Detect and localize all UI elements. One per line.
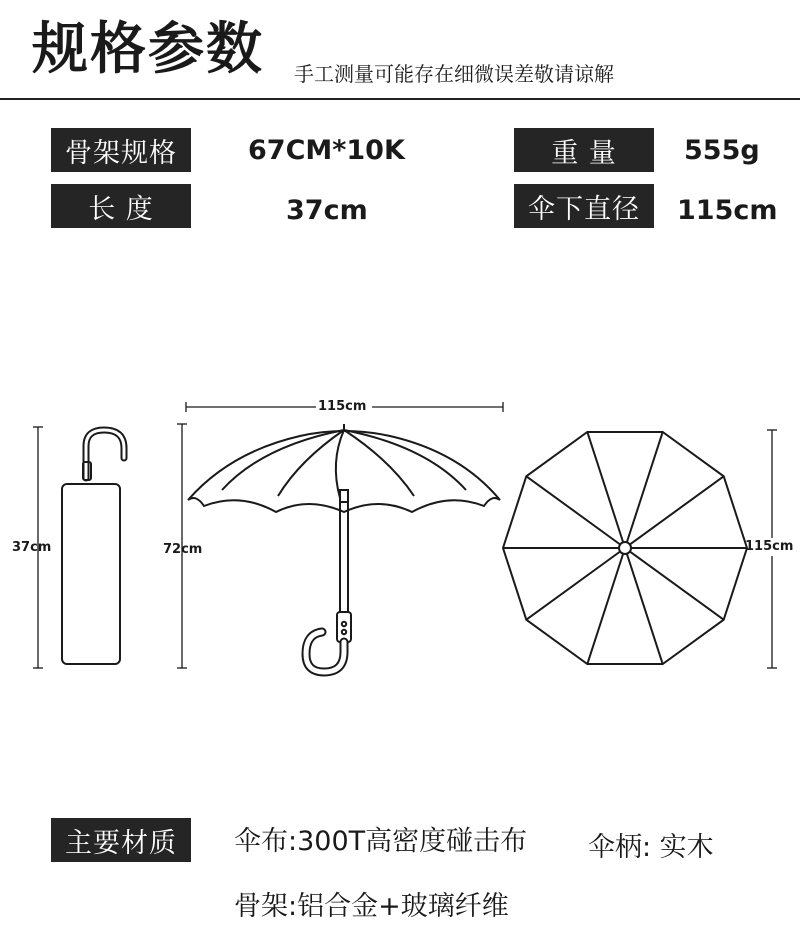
spec-value-frame: 67CM*10K [248, 134, 405, 166]
spec-value-diameter: 115cm [677, 194, 778, 226]
dim-open-width: 115cm [318, 399, 367, 414]
spec-value-length: 37cm [286, 194, 368, 226]
material-fabric: 伞布:300T高密度碰击布 [234, 826, 528, 857]
measurement-disclaimer: 手工测量可能存在细微误差敬请谅解 [294, 62, 614, 86]
spec-label-weight: 重 量 [514, 128, 654, 172]
canopy-top-view [503, 432, 747, 664]
dim-folded-length: 37cm [12, 540, 52, 555]
spec-label-frame: 骨架规格 [51, 128, 191, 172]
materials-label: 主要材质 [51, 818, 191, 862]
material-frame: 骨架:铝合金+玻璃纤维 [234, 891, 509, 922]
dim-open-height: 72cm [163, 542, 203, 557]
dim-canopy-diameter: 115cm [745, 539, 794, 554]
page-title: 规格参数 [32, 17, 264, 82]
material-handle: 伞柄: 实木 [588, 832, 714, 863]
folded-umbrella [62, 430, 124, 664]
open-umbrella [188, 424, 500, 672]
spec-value-weight: 555g [684, 134, 760, 166]
spec-label-diameter: 伞下直径 [514, 184, 654, 228]
spec-label-length: 长 度 [51, 184, 191, 228]
